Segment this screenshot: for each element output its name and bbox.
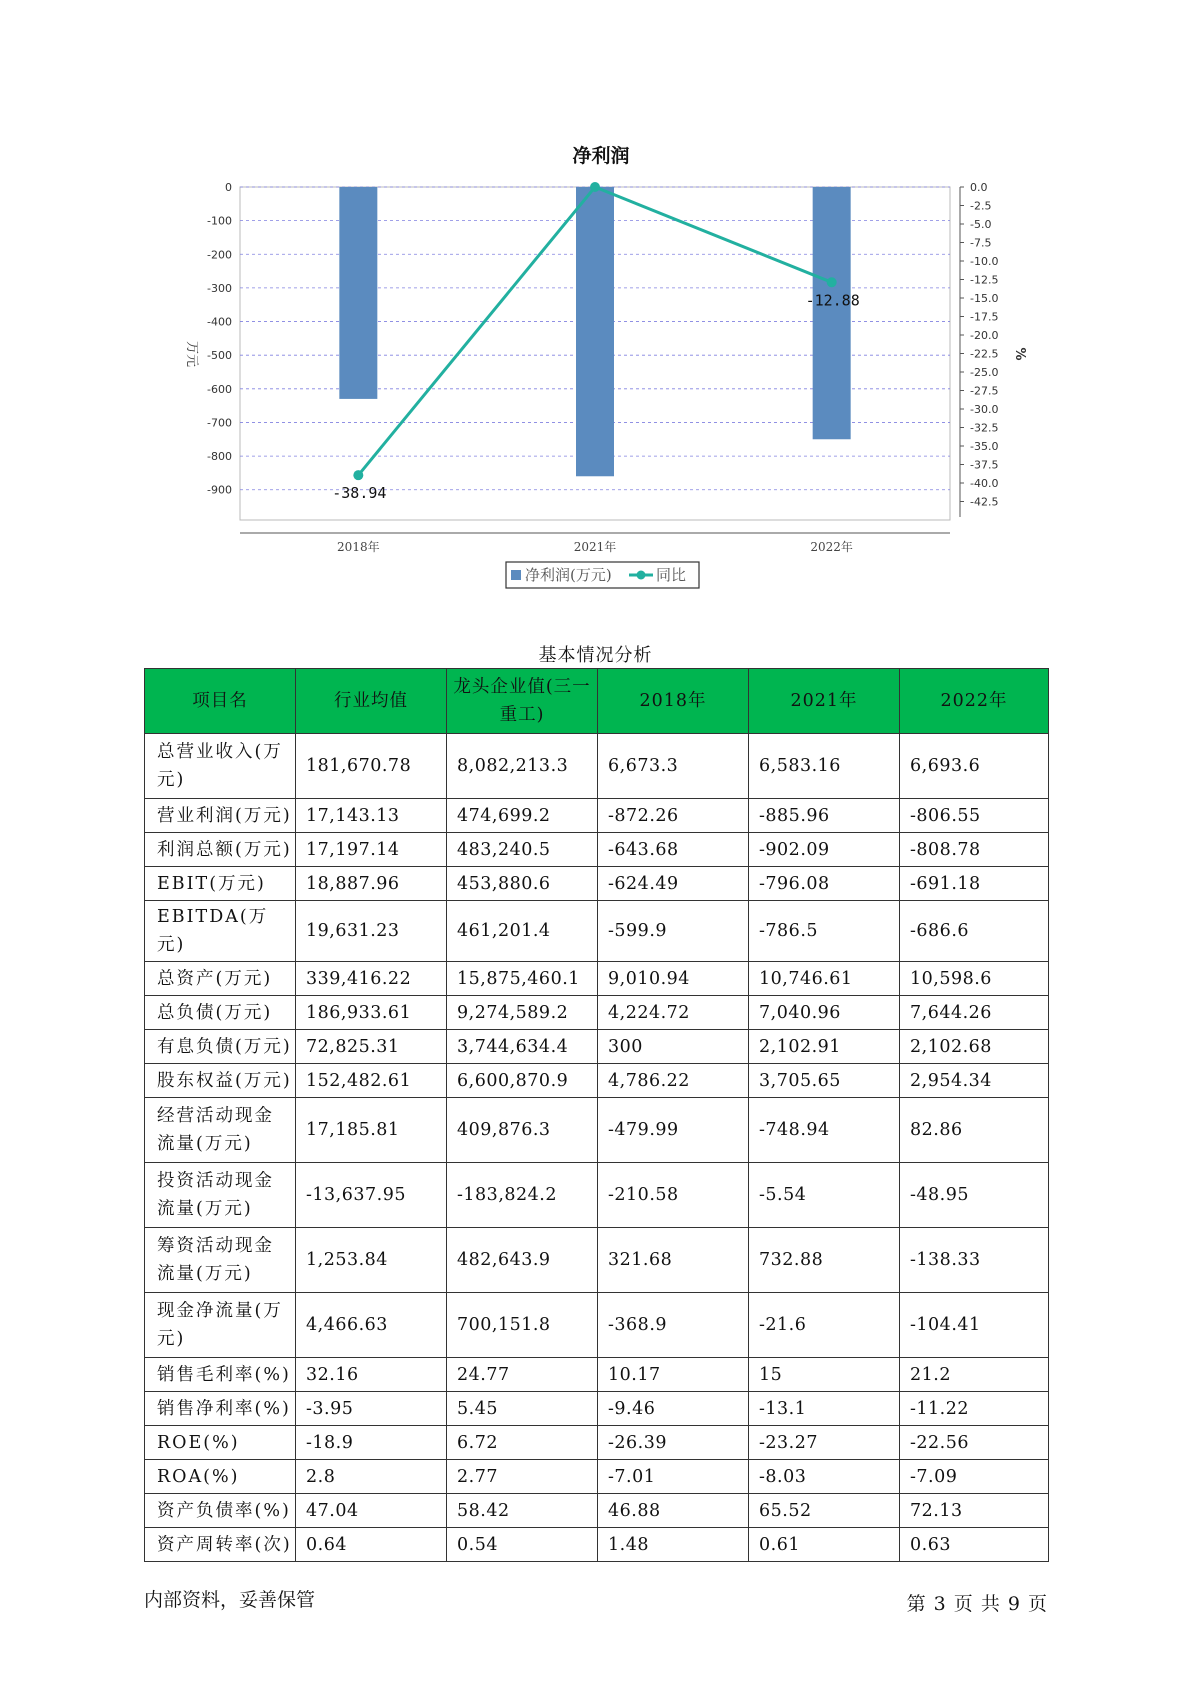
- y-tick-label: -300: [207, 281, 232, 295]
- table-cell: -9.46: [598, 1392, 749, 1426]
- table-cell: 3,744,634.4: [447, 1030, 598, 1064]
- y2-tick-label: -40.0: [970, 477, 999, 490]
- row-label-cell: 有息负债(万元): [145, 1030, 296, 1064]
- table-cell: 0.63: [900, 1528, 1049, 1562]
- table-cell: -691.18: [900, 867, 1049, 901]
- y-tick-label: 0: [225, 181, 232, 194]
- legend-swatch-point: [637, 571, 646, 580]
- table-cell: -748.94: [749, 1098, 900, 1163]
- table-cell: 732.88: [749, 1228, 900, 1293]
- table-cell: -643.68: [598, 833, 749, 867]
- table-cell: 0.54: [447, 1528, 598, 1562]
- table-cell: -624.49: [598, 867, 749, 901]
- column-header: 项目名: [145, 669, 296, 734]
- table-cell: 17,197.14: [296, 833, 447, 867]
- table-cell: -599.9: [598, 901, 749, 962]
- table-cell: 186,933.61: [296, 996, 447, 1030]
- table-cell: 6.72: [447, 1426, 598, 1460]
- row-label-cell: 销售净利率(%): [145, 1392, 296, 1426]
- table-cell: 46.88: [598, 1494, 749, 1528]
- x-tick-label: 2022年: [810, 540, 853, 554]
- table-cell: 17,185.81: [296, 1098, 447, 1163]
- bar: [576, 187, 614, 476]
- table-cell: -26.39: [598, 1426, 749, 1460]
- table-row: [145, 996, 1049, 1030]
- table-cell: 461,201.4: [447, 901, 598, 962]
- net-profit-chart: [0, 0, 1191, 600]
- table-cell: 4,466.63: [296, 1293, 447, 1358]
- table-cell: 1,253.84: [296, 1228, 447, 1293]
- table-row: [145, 1228, 1049, 1293]
- table-cell: 700,151.8: [447, 1293, 598, 1358]
- table-cell: 17,143.13: [296, 799, 447, 833]
- table-cell: 321.68: [598, 1228, 749, 1293]
- y-tick-label: -700: [207, 416, 232, 430]
- table-cell: 6,673.3: [598, 734, 749, 799]
- table-cell: -104.41: [900, 1293, 1049, 1358]
- y2-tick-label: -22.5: [970, 347, 999, 361]
- y2-tick-label: -5.0: [970, 218, 992, 231]
- y-tick-label: -800: [207, 450, 232, 464]
- y-tick-label: -600: [207, 382, 232, 396]
- table-cell: 2,102.68: [900, 1030, 1049, 1064]
- y2-tick-label: -10.0: [970, 255, 999, 268]
- table-cell: 2.8: [296, 1460, 447, 1494]
- row-label-cell: EBIT(万元): [145, 867, 296, 901]
- table-cell: 10,746.61: [749, 962, 900, 996]
- table-cell: 339,416.22: [296, 962, 447, 996]
- table-row: [145, 1098, 1049, 1163]
- row-label-cell: EBITDA(万元): [145, 901, 296, 962]
- y2-tick-label: -30.0: [970, 403, 999, 416]
- y2-axis-label: %: [1012, 347, 1027, 361]
- table-cell: 72,825.31: [296, 1030, 447, 1064]
- table-cell: 47.04: [296, 1494, 447, 1528]
- table-row: [145, 734, 1049, 799]
- table-cell: -210.58: [598, 1163, 749, 1228]
- table-cell: -796.08: [749, 867, 900, 901]
- yoy-point: [827, 277, 837, 287]
- table-cell: 2,954.34: [900, 1064, 1049, 1098]
- table-row: [145, 1293, 1049, 1358]
- table-row: [145, 1392, 1049, 1426]
- table-row: [145, 1528, 1049, 1562]
- y2-tick-label: -20.0: [970, 329, 999, 342]
- table-cell: 482,643.9: [447, 1228, 598, 1293]
- row-label-cell: 总负债(万元): [145, 996, 296, 1030]
- table-cell: 5.45: [447, 1392, 598, 1426]
- column-header: 2018年: [598, 669, 749, 734]
- table-cell: -13.1: [749, 1392, 900, 1426]
- table-row: [145, 1494, 1049, 1528]
- table-row: [145, 1030, 1049, 1064]
- table-cell: 19,631.23: [296, 901, 447, 962]
- y-tick-label: -200: [207, 248, 232, 262]
- table-cell: -479.99: [598, 1098, 749, 1163]
- y-tick-label: -400: [207, 315, 232, 329]
- row-label-cell: 利润总额(万元): [145, 833, 296, 867]
- table-cell: -183,824.2: [447, 1163, 598, 1228]
- y2-tick-label: -27.5: [970, 384, 999, 398]
- data-label: -38.94: [332, 484, 387, 503]
- table-row: [145, 867, 1049, 901]
- footer-page-number: 第 3 页 共 9 页: [906, 1593, 1048, 1615]
- table-cell: -7.09: [900, 1460, 1049, 1494]
- bar: [339, 187, 377, 399]
- table-cell: 82.86: [900, 1098, 1049, 1163]
- y2-tick-label: -25.0: [970, 366, 999, 379]
- table-cell: 9,010.94: [598, 962, 749, 996]
- y2-tick-label: -35.0: [970, 440, 999, 453]
- column-header: 龙头企业值(三一重工): [447, 669, 598, 734]
- table-cell: -22.56: [900, 1426, 1049, 1460]
- table-cell: 6,600,870.9: [447, 1064, 598, 1098]
- data-label: -12.88: [805, 291, 860, 310]
- y-axis-label: 万元: [184, 340, 199, 368]
- row-label-cell: ROE(%): [145, 1426, 296, 1460]
- table-cell: 15,875,460.1: [447, 962, 598, 996]
- bar: [813, 187, 851, 439]
- table-cell: 65.52: [749, 1494, 900, 1528]
- table-row: [145, 799, 1049, 833]
- table-cell: -885.96: [749, 799, 900, 833]
- table-cell: 3,705.65: [749, 1064, 900, 1098]
- table-cell: 15: [749, 1358, 900, 1392]
- table-cell: -3.95: [296, 1392, 447, 1426]
- column-header: 行业均值: [296, 669, 447, 734]
- row-label-cell: 现金净流量(万元): [145, 1293, 296, 1358]
- table-cell: -872.26: [598, 799, 749, 833]
- table-cell: 6,693.6: [900, 734, 1049, 799]
- yoy-point: [590, 182, 600, 192]
- table-cell: 6,583.16: [749, 734, 900, 799]
- y2-tick-label: -7.5: [970, 236, 992, 250]
- table-cell: 7,040.96: [749, 996, 900, 1030]
- y-tick-label: -900: [207, 483, 232, 497]
- table-cell: -21.6: [749, 1293, 900, 1358]
- table-cell: 10,598.6: [900, 962, 1049, 996]
- table-cell: 4,224.72: [598, 996, 749, 1030]
- table-cell: 7,644.26: [900, 996, 1049, 1030]
- footer-confidential-note: 内部资料，妥善保管: [144, 1589, 316, 1611]
- table-cell: -786.5: [749, 901, 900, 962]
- y2-tick-label: 0.0: [970, 181, 988, 194]
- table-cell: 4,786.22: [598, 1064, 749, 1098]
- table-cell: -7.01: [598, 1460, 749, 1494]
- y2-tick-label: -42.5: [970, 495, 999, 509]
- table-cell: 1.48: [598, 1528, 749, 1562]
- table-cell: 10.17: [598, 1358, 749, 1392]
- row-label-cell: 营业利润(万元): [145, 799, 296, 833]
- table-cell: -11.22: [900, 1392, 1049, 1426]
- legend-label-bar: 净利润(万元): [525, 566, 612, 584]
- row-label-cell: 资产周转率(次): [145, 1528, 296, 1562]
- row-label-cell: 投资活动现金流量(万元): [145, 1163, 296, 1228]
- y-tick-label: -500: [207, 349, 232, 363]
- table-cell: -5.54: [749, 1163, 900, 1228]
- chart-canvas: [0, 0, 1191, 600]
- table-body: [145, 734, 1049, 1562]
- table-cell: 58.42: [447, 1494, 598, 1528]
- table-row: [145, 1426, 1049, 1460]
- row-label-cell: 销售毛利率(%): [145, 1358, 296, 1392]
- row-label-cell: 总资产(万元): [145, 962, 296, 996]
- table-cell: 8,082,213.3: [447, 734, 598, 799]
- table-cell: 0.64: [296, 1528, 447, 1562]
- y2-tick-label: -17.5: [970, 310, 999, 324]
- y2-tick-label: -15.0: [970, 292, 999, 305]
- table-cell: 9,274,589.2: [447, 996, 598, 1030]
- table-header-row: [145, 669, 1049, 734]
- table-cell: -23.27: [749, 1426, 900, 1460]
- table-cell: -13,637.95: [296, 1163, 447, 1228]
- chart-title: 净利润: [572, 145, 630, 167]
- row-label-cell: 筹资活动现金流量(万元): [145, 1228, 296, 1293]
- table-cell: 2.77: [447, 1460, 598, 1494]
- y2-tick-label: -37.5: [970, 458, 999, 472]
- row-label-cell: 股东权益(万元): [145, 1064, 296, 1098]
- row-label-cell: 资产负债率(%): [145, 1494, 296, 1528]
- table-cell: -8.03: [749, 1460, 900, 1494]
- table-cell: -808.78: [900, 833, 1049, 867]
- table-cell: 32.16: [296, 1358, 447, 1392]
- yoy-point: [353, 470, 363, 480]
- y2-tick-label: -2.5: [970, 199, 992, 213]
- table-cell: 152,482.61: [296, 1064, 447, 1098]
- row-label-cell: 总营业收入(万元): [145, 734, 296, 799]
- column-header: 2021年: [749, 669, 900, 734]
- table-cell: 483,240.5: [447, 833, 598, 867]
- column-header: 2022年: [900, 669, 1049, 734]
- table-cell: -18.9: [296, 1426, 447, 1460]
- table-row: [145, 1460, 1049, 1494]
- analysis-table: [144, 668, 1049, 1562]
- table-row: [145, 1064, 1049, 1098]
- y2-tick-label: -12.5: [970, 273, 999, 287]
- table-cell: 0.61: [749, 1528, 900, 1562]
- table-cell: 24.77: [447, 1358, 598, 1392]
- table-cell: 300: [598, 1030, 749, 1064]
- table-row: [145, 1163, 1049, 1228]
- table-cell: 18,887.96: [296, 867, 447, 901]
- table-cell: 72.13: [900, 1494, 1049, 1528]
- legend-label-line: 同比: [656, 566, 687, 584]
- row-label-cell: 经营活动现金流量(万元): [145, 1098, 296, 1163]
- table-row: [145, 901, 1049, 962]
- y2-tick-label: -32.5: [970, 421, 999, 435]
- table-title: 基本情况分析: [538, 645, 653, 666]
- y-tick-label: -100: [207, 214, 232, 228]
- legend-swatch-bar: [511, 570, 521, 580]
- table-cell: 474,699.2: [447, 799, 598, 833]
- table-cell: 453,880.6: [447, 867, 598, 901]
- table-row: [145, 833, 1049, 867]
- table-cell: 409,876.3: [447, 1098, 598, 1163]
- table-cell: -806.55: [900, 799, 1049, 833]
- table-cell: -686.6: [900, 901, 1049, 962]
- table-cell: 181,670.78: [296, 734, 447, 799]
- table-cell: 2,102.91: [749, 1030, 900, 1064]
- table-row: [145, 1358, 1049, 1392]
- x-tick-label: 2021年: [573, 540, 617, 554]
- x-tick-label: 2018年: [337, 540, 380, 554]
- table-cell: -138.33: [900, 1228, 1049, 1293]
- table-cell: -48.95: [900, 1163, 1049, 1228]
- table-row: [145, 962, 1049, 996]
- table-cell: 21.2: [900, 1358, 1049, 1392]
- table-cell: -368.9: [598, 1293, 749, 1358]
- row-label-cell: ROA(%): [145, 1460, 296, 1494]
- table-cell: -902.09: [749, 833, 900, 867]
